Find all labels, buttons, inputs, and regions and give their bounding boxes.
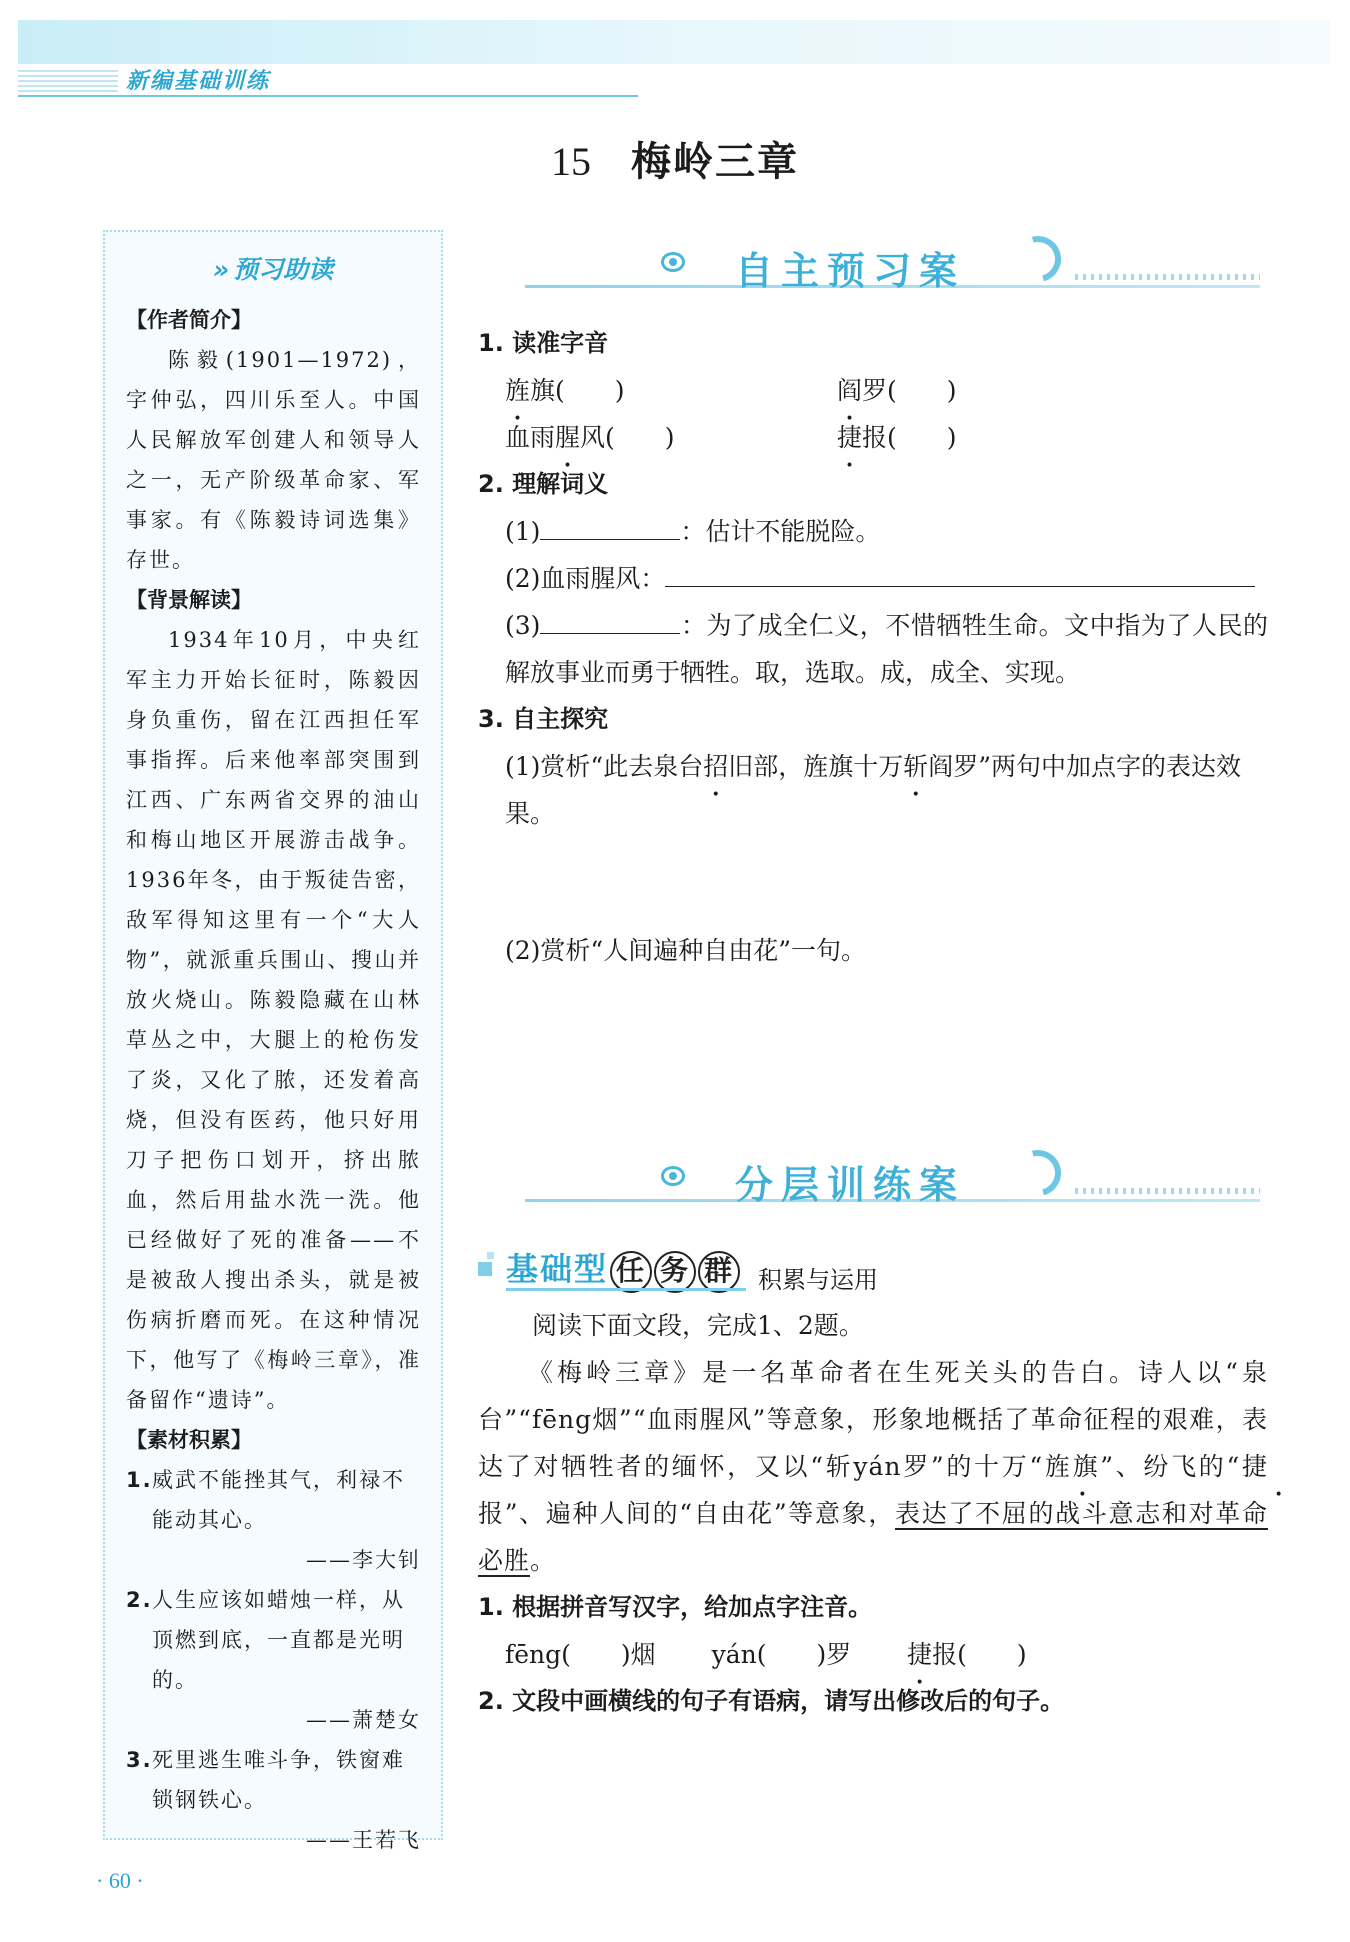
- eye-icon: [661, 252, 685, 272]
- question-title: 1. 读准字音: [478, 329, 609, 357]
- quote-item: 3. 死里逃生唯斗争，铁窗难锁钢铁心。 ——王若飞: [126, 1748, 421, 1852]
- author-text: 陈毅(1901—1972)，字仲弘，四川乐至人。中国人民解放军创建人和领导人之一，无产阶级革命家、军事家。有《陈毅诗词选集》存世。: [126, 348, 421, 572]
- page-header: [18, 20, 1330, 98]
- sidebar-title: » 预习助读: [212, 255, 334, 284]
- lesson-number: 15: [551, 139, 591, 184]
- answer-blank[interactable]: [540, 509, 680, 540]
- explore-1: (1)赏析“此去泉台招旧部，旌旗十万斩阎罗”两句中加点字的表达效果。: [505, 752, 1242, 828]
- task-group-header: [478, 1240, 1078, 1294]
- quote-item: 1. 威武不能挫其气，利禄不能动其心。 ——李大钊: [126, 1468, 421, 1572]
- header-rule: [18, 95, 638, 97]
- answer-space[interactable]: [478, 837, 1268, 927]
- background-heading: 【背景解读】: [126, 588, 252, 612]
- word-item: 血雨腥风( ): [505, 423, 675, 452]
- underlined-sentence: 表达了不屈的战斗意志和对革命必胜: [478, 1499, 1268, 1575]
- sidebar-body: [126, 300, 421, 1860]
- material-heading: 【素材积累】: [126, 1428, 252, 1452]
- question-title: 2. 理解词义: [478, 470, 609, 498]
- section-banner-training: [485, 1146, 1260, 1210]
- question-title: 3. 自主探究: [478, 705, 609, 733]
- passage: 《梅岭三章》是一名革命者在生死关头的告白。诗人以“泉台”“fēng烟”“血雨腥风”等意象，形象地概括了革命征程的艰难，表达了对牺牲者的缅怀，又以“斩yán罗”的十万“旌旗”、纷飞的“捷报”、遍种人间的“自由花”等意象，表达了不屈的战斗意志和对革命必胜。: [478, 1358, 1268, 1575]
- swoosh-icon: [1007, 228, 1070, 291]
- task-subtitle: 积累与运用: [758, 1266, 878, 1294]
- fill-item[interactable]: 捷报( ): [907, 1640, 1027, 1669]
- fill-row: [478, 1631, 1268, 1678]
- swoosh-icon: [1007, 1142, 1070, 1205]
- answer-blank[interactable]: [665, 556, 1255, 587]
- page-number: · 60 ·: [96, 1868, 144, 1893]
- definition-2: (2)血雨腥风：: [478, 555, 1268, 602]
- fill-item[interactable]: fēng( )烟: [505, 1640, 656, 1669]
- word-item: 阎罗( ): [837, 376, 957, 405]
- training-content: [478, 1302, 1268, 1725]
- preview-sidebar: [103, 230, 443, 1852]
- word-item: 旌旗( ): [505, 376, 625, 405]
- header-stripes: [18, 68, 118, 92]
- question-title: 2. 文段中画横线的句子有语病，请写出修改后的句子。: [478, 1687, 1065, 1715]
- header-band: [18, 20, 1330, 64]
- word-item: 捷报( ): [837, 423, 957, 452]
- section-banner-preview: [485, 232, 1260, 296]
- lesson-name: 梅岭三章: [631, 138, 799, 185]
- instruction: 阅读下面文段，完成1、2题。: [532, 1311, 864, 1340]
- explore-2: (2)赏析“人间遍种自由花”一句。: [505, 936, 866, 965]
- author-heading: 【作者简介】: [126, 308, 252, 332]
- quote-item: 2. 人生应该如蜡烛一样，从顶燃到底，一直都是光明的。 ——萧楚女: [126, 1588, 421, 1732]
- preview-content: [478, 320, 1268, 974]
- lesson-title: [0, 130, 1350, 187]
- eye-icon: [661, 1166, 685, 1186]
- task-title: 基础型 任 务 群: [506, 1244, 740, 1293]
- background-text: 1934年10月，中央红军主力开始长征时，陈毅因身负重伤，留在江西担任军事指挥。后来他率部突围到江西、广东两省交界的油山和梅山地区开展游击战争。1936年冬，由于叛徒告密，敌军得知这里有一个“大人物”，就派重兵围山、搜山并放火烧山。陈毅隐藏在山林草丛之中，大腿上的枪伤发了炎，又化了脓，还发着高烧，但没有医药，他只好用刀子把伤口划开，挤出脓血，然后用盐水洗一洗。他已经做好了死的准备——不是被敌人搜出杀头，就是被伤病折磨而死。在这种情况下，他写了《梅岭三章》，准备留作“遗诗”。: [126, 628, 421, 1412]
- definition-3: (3) ：为了成全仁义，不惜牺牲生命。文中指为了人民的解放事业而勇于牺牲。取，选取。成，成全、实现。: [478, 602, 1268, 696]
- answer-blank[interactable]: [540, 603, 680, 634]
- banner-label: 自主预习案: [735, 249, 966, 293]
- definition-1: (1) ：估计不能脱险。: [478, 508, 1268, 555]
- double-chevron-icon: »: [212, 255, 230, 284]
- fill-item[interactable]: yán( )罗: [711, 1640, 852, 1669]
- question-title: 1. 根据拼音写汉字，给加点字注音。: [478, 1593, 873, 1621]
- series-title: 新编基础训练: [126, 69, 271, 94]
- banner-label: 分层训练案: [735, 1163, 966, 1207]
